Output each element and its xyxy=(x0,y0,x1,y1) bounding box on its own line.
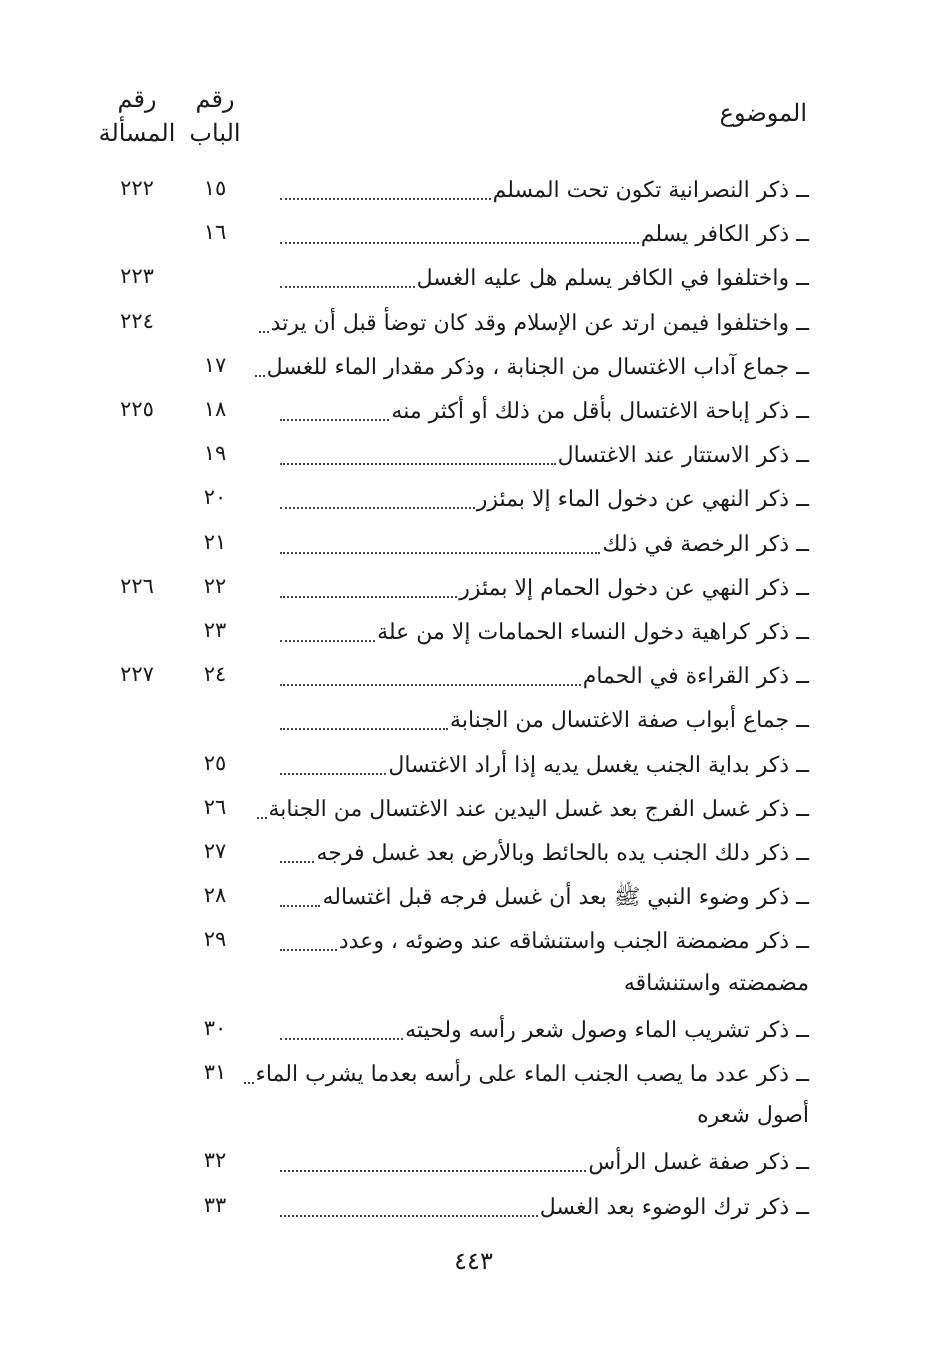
chapter-number: ١٨ xyxy=(203,397,227,421)
chapter-number: ٢٥ xyxy=(203,750,227,775)
chapter-number: ٢٤ xyxy=(203,662,227,687)
issue-number: ٢٢٢ xyxy=(120,176,154,200)
chapter-number xyxy=(180,254,250,298)
index-row xyxy=(0,1050,947,1094)
issue-number xyxy=(98,829,176,873)
dotted-leader xyxy=(280,728,448,730)
index-row xyxy=(0,431,947,475)
issue-number xyxy=(98,520,176,564)
page-number: ٤٤٣ xyxy=(454,1247,493,1275)
chapter-number: ٢١ xyxy=(203,529,227,554)
issue-number xyxy=(98,696,176,740)
index-row-continuation xyxy=(0,1094,947,1138)
entry-text: ــ ذكر النهي عن دخول الماء إلا بمئزر xyxy=(476,487,809,513)
entry-text: ــ ذكر إباحة الاغتسال بأقل من ذلك أو أكثر منه xyxy=(391,399,809,424)
index-row xyxy=(0,254,947,298)
issue-number xyxy=(98,785,176,829)
index-row xyxy=(0,1138,947,1182)
issue-number-header-text: رقم المسألة xyxy=(98,85,176,147)
entry-text: ــ ذكر غسل الفرج بعد غسل اليدين عند الاغتسال من الجنابة xyxy=(268,796,809,822)
entry-text: ــ واختلفوا فيمن ارتد عن الإسلام وقد كان توضأ قبل أن يرتد xyxy=(270,310,809,336)
entry-title xyxy=(280,254,809,298)
dotted-leader xyxy=(280,640,375,642)
index-row xyxy=(0,785,947,829)
dotted-leader xyxy=(280,463,556,465)
issue-number: ٢٢٥ xyxy=(120,397,154,421)
entry-text: ــ ذكر كراهية دخول النساء الحمامات إلا من علة xyxy=(377,620,809,645)
issue-number xyxy=(98,917,176,961)
index-row xyxy=(0,917,947,961)
issue-number xyxy=(98,431,176,475)
dotted-leader xyxy=(280,198,491,200)
entry-text: ــ ذكر تشريب الماء وصول شعر رأسه ولحيته xyxy=(405,1017,809,1043)
chapter-number: ٢٩ xyxy=(203,927,227,952)
index-row xyxy=(0,299,947,343)
entry-title xyxy=(280,431,809,475)
issue-number xyxy=(98,1050,176,1094)
entry-title xyxy=(280,652,809,696)
chapter-number-column-header xyxy=(180,82,250,150)
dotted-leader xyxy=(280,1215,538,1217)
chapter-number: ٢٦ xyxy=(203,794,227,819)
index-row xyxy=(0,608,947,652)
entry-title xyxy=(280,210,809,254)
index-row xyxy=(0,520,947,564)
chapter-number: ١٦ xyxy=(203,220,227,245)
chapter-number: ٣٢ xyxy=(203,1148,227,1173)
chapter-number: ٣١ xyxy=(203,1060,227,1084)
chapter-number: ٢٣ xyxy=(203,618,227,642)
issue-number xyxy=(98,1138,176,1182)
entry-text: ــ ذكر الرخصة في ذلك xyxy=(602,531,809,557)
chapter-number: ٢٨ xyxy=(203,883,227,908)
entry-title xyxy=(280,1138,809,1182)
entry-title xyxy=(280,387,809,431)
chapter-number: ١٥ xyxy=(203,176,227,200)
index-row xyxy=(0,210,947,254)
entry-title xyxy=(280,1183,809,1227)
entry-text: ــ ذكر النصرانية تكون تحت المسلم xyxy=(492,178,809,203)
entry-text: ــ ذكر النهي عن دخول الحمام إلا بمئزر xyxy=(459,575,809,601)
issue-number xyxy=(98,343,176,387)
entry-title xyxy=(280,873,809,917)
entry-text: ــ ذكر بداية الجنب يغسل يديه إذا أراد الاغتسال xyxy=(388,752,809,778)
entry-title xyxy=(280,741,809,785)
dotted-leader xyxy=(280,242,639,244)
issue-number xyxy=(98,210,176,254)
entry-text: ــ ذكر دلك الجنب يده بالحائط وبالأرض بعد غسل فرجه xyxy=(316,841,809,866)
index-row xyxy=(0,564,947,608)
issue-number: ٢٢٦ xyxy=(120,573,154,598)
index-row xyxy=(0,652,947,696)
index-row-continuation xyxy=(0,962,947,1006)
index-row xyxy=(0,475,947,519)
entry-text: ــ ذكر ترك الوضوء بعد الغسل xyxy=(539,1194,809,1220)
issue-number xyxy=(98,608,176,652)
dotted-leader xyxy=(280,1038,403,1040)
dotted-leader xyxy=(257,817,267,819)
dotted-leader xyxy=(280,507,475,509)
entry-title xyxy=(255,1050,809,1094)
index-row xyxy=(0,1183,947,1227)
index-row xyxy=(0,166,947,210)
entry-title xyxy=(270,299,809,343)
entry-title xyxy=(280,475,809,519)
entry-text: ــ ذكر الكافر يسلم xyxy=(640,222,809,248)
entry-text: ــ ذكر القراءة في الحمام xyxy=(582,664,809,690)
chapter-number: ٢٠ xyxy=(203,485,227,510)
dotted-leader xyxy=(280,861,314,863)
dotted-leader xyxy=(280,552,600,554)
chapter-number xyxy=(180,299,250,343)
dotted-leader xyxy=(255,375,265,377)
entry-text: ــ جماع آداب الاغتسال من الجنابة ، وذكر مقدار الماء للغسل xyxy=(266,354,809,380)
issue-number xyxy=(98,475,176,519)
dotted-leader xyxy=(280,419,389,421)
index-row xyxy=(0,1006,947,1050)
entry-title xyxy=(268,785,809,829)
issue-number: ٢٢٧ xyxy=(120,662,154,687)
index-row xyxy=(0,829,947,873)
index-row xyxy=(0,387,947,431)
chapter-number: ٢٧ xyxy=(203,839,227,863)
index-row xyxy=(0,873,947,917)
dotted-leader xyxy=(280,286,415,288)
index-row xyxy=(0,343,947,387)
chapter-number: ٣٠ xyxy=(203,1015,227,1040)
dotted-leader xyxy=(280,684,581,686)
dotted-leader xyxy=(280,905,320,907)
index-row xyxy=(0,696,947,740)
entry-text: ــ ذكر صفة غسل الرأس xyxy=(588,1150,809,1176)
entry-title xyxy=(280,608,809,652)
entry-continuation-text: مضمضته واستنشاقه xyxy=(623,970,809,996)
issue-number xyxy=(98,741,176,785)
entry-text: ــ جماع أبواب صفة الاغتسال من الجنابة xyxy=(450,708,809,734)
index-row xyxy=(0,741,947,785)
entry-continuation-text: أصول شعره xyxy=(697,1103,809,1129)
entry-text: ــ ذكر عدد ما يصب الجنب الماء على رأسه بعدما يشرب الماء xyxy=(255,1062,809,1087)
entry-title xyxy=(280,564,809,608)
dotted-leader xyxy=(280,596,457,598)
issue-number xyxy=(98,1006,176,1050)
chapter-number: ١٧ xyxy=(203,352,227,377)
dotted-leader xyxy=(280,949,337,951)
issue-number: ٢٢٣ xyxy=(120,264,154,289)
chapter-number: ٢٢ xyxy=(203,573,227,598)
dotted-leader xyxy=(280,1170,586,1172)
entry-title xyxy=(280,1006,809,1050)
issue-number xyxy=(98,1183,176,1227)
entry-text: ــ ذكر مضمضة الجنب واستنشاقه عند وضوئه ، وعدد xyxy=(338,929,809,955)
entry-title xyxy=(280,829,809,873)
chapter-number: ٣٣ xyxy=(203,1192,227,1217)
entry-text: ــ ذكر وضوء النبي ﷺ بعد أن غسل فرجه قبل اغتساله xyxy=(322,885,809,911)
topic-column-header: الموضوع xyxy=(719,99,807,127)
entry-title xyxy=(280,166,809,210)
entry-title xyxy=(280,917,809,961)
entry-title xyxy=(266,343,809,387)
chapter-number-header-text: رقم الباب xyxy=(189,85,241,147)
issue-number-column-header xyxy=(98,82,176,150)
entry-title xyxy=(280,520,809,564)
issue-number: ٢٢٤ xyxy=(120,308,154,333)
entry-text: ــ ذكر الاستتار عند الاغتسال xyxy=(557,443,809,469)
chapter-number: ١٩ xyxy=(203,441,227,466)
entry-text: ــ واختلفوا في الكافر يسلم هل عليه الغسل xyxy=(416,266,809,292)
entry-title xyxy=(280,696,809,740)
dotted-leader xyxy=(259,331,269,333)
dotted-leader xyxy=(280,773,386,775)
chapter-number xyxy=(180,696,250,740)
issue-number xyxy=(98,873,176,917)
